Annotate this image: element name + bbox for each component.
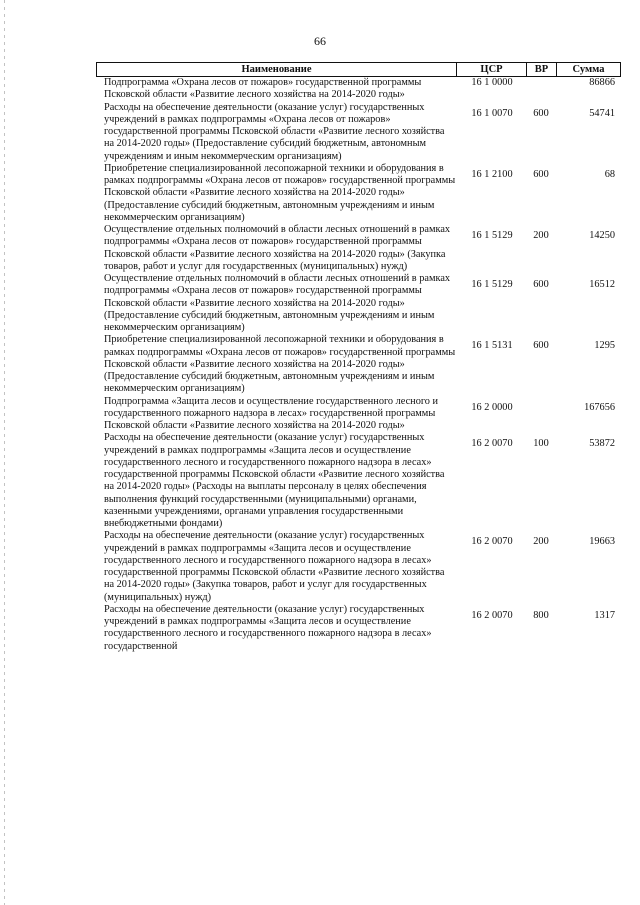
row-name: Подпрограмма «Охрана лесов от пожаров» государственной программы Псковской области «Развитие лесного хозяйства на 2014-2020 годы» bbox=[104, 77, 422, 101]
row-vr: 800 bbox=[533, 609, 549, 621]
row-csr: 16 1 0070 bbox=[471, 107, 513, 119]
row-name: Расходы на обеспечение деятельности (оказание услуг) государственных учреждений в рамках подпрограммы «Защита лесов и осуществление государственного лесного и государственного пожарного надзора в лесах» государственной программы Псковской области «Развитие лесного хозяйства на 2014-2020 годы» (Расходы на выплаты персоналу в целях обеспечения выполнения функций государственными (муниципальными) органами, казенными учреждениями, органами управления государственными внебюджетными фондами) bbox=[104, 432, 445, 529]
table-row bbox=[96, 334, 621, 395]
row-csr: 16 1 5131 bbox=[471, 340, 513, 352]
table-row bbox=[96, 224, 621, 273]
table-row bbox=[96, 530, 621, 604]
row-csr: 16 2 0000 bbox=[471, 401, 513, 413]
row-csr: 16 2 0070 bbox=[471, 536, 513, 548]
table-row bbox=[96, 163, 621, 224]
row-name: Подпрограмма «Защита лесов и осуществление государственного лесного и государственного пожарного надзора в лесах» государственной программы Псковской области «Развитие лесного хозяйства на 2014-2020 годы» bbox=[104, 395, 439, 431]
row-name: Осуществление отдельных полномочий в области лесных отношений в рамках подпрограммы «Охрана лесов от пожаров» государственной программы Псковской области «Развитие лесного хозяйства на 2014-2020 годы» (Закупка товаров, работ и услуг для государственных (муниципальных) нужд) bbox=[104, 224, 451, 272]
table-row bbox=[96, 604, 621, 653]
row-vr: 600 bbox=[533, 279, 549, 290]
header-vr: ВР bbox=[526, 63, 556, 76]
row-csr: 16 2 0070 bbox=[471, 438, 513, 450]
row-csr: 16 1 0000 bbox=[471, 77, 513, 88]
row-name: Приобретение специализированной лесопожарной техники и оборудования в рамках подпрограммы «Охрана лесов от пожаров» государственной программы Псковской области «Развитие лесного хозяйства на 2014-2020 годы» (Предоставление субсидий бюджетным, автономным учреждениям и иным некоммерческим организациям) bbox=[104, 334, 456, 395]
row-vr: 200 bbox=[533, 230, 549, 241]
row-sum: 1317 bbox=[594, 609, 615, 621]
scan-edge-line bbox=[4, 0, 5, 905]
row-sum: 167656 bbox=[584, 401, 615, 413]
row-sum: 86866 bbox=[589, 77, 615, 88]
row-sum: 53872 bbox=[589, 438, 615, 450]
header-name: Наименование bbox=[96, 63, 456, 76]
budget-table bbox=[96, 62, 621, 653]
table-row bbox=[96, 102, 621, 163]
row-vr: 600 bbox=[533, 107, 549, 119]
table-row bbox=[96, 77, 621, 102]
row-vr: 600 bbox=[533, 168, 549, 180]
page-number: 66 bbox=[314, 34, 326, 48]
header-csr: ЦСР bbox=[456, 63, 526, 76]
table-header bbox=[96, 62, 621, 77]
row-sum: 19663 bbox=[589, 536, 615, 548]
header-sum: Сумма bbox=[556, 63, 621, 76]
row-name: Осуществление отдельных полномочий в области лесных отношений в рамках подпрограммы «Охрана лесов от пожаров» государственной программы Псковской области «Развитие лесного хозяйства на 2014-2020 годы» (Предоставление субсидий бюджетным, автономным учреждениям и иным некоммерческим организациям) bbox=[104, 273, 451, 333]
table-row bbox=[96, 432, 621, 530]
row-sum: 54741 bbox=[589, 107, 615, 119]
row-csr: 16 1 2100 bbox=[471, 168, 513, 180]
row-vr: 200 bbox=[533, 536, 549, 548]
row-name: Приобретение специализированной лесопожарной техники и оборудования в рамках подпрограммы «Охрана лесов от пожаров» государственной программы Псковской области «Развитие лесного хозяйства на 2014-2020 годы» (Предоставление субсидий бюджетным, автономным учреждениям и иным некоммерческим организациям) bbox=[104, 162, 456, 223]
row-vr: 100 bbox=[533, 438, 549, 450]
row-sum: 14250 bbox=[589, 230, 615, 241]
row-name: Расходы на обеспечение деятельности (оказание услуг) государственных учреждений в рамках подпрограммы «Защита лесов и осуществление государственного лесного и государственного пожарного надзора в лесах» государственной bbox=[104, 603, 432, 652]
row-sum: 68 bbox=[604, 168, 615, 180]
row-sum: 1295 bbox=[594, 340, 615, 352]
row-name: Расходы на обеспечение деятельности (оказание услуг) государственных учреждений в рамках подпрограммы «Охрана лесов от пожаров» государственной программы Псковской области «Развитие лесного хозяйства на 2014-2020 годы» (Предоставление субсидий бюджетным, автономным учреждениям и иным некоммерческим организациям) bbox=[104, 101, 445, 162]
row-vr bbox=[526, 77, 556, 102]
row-vr bbox=[526, 396, 556, 433]
row-csr: 16 1 5129 bbox=[471, 230, 513, 241]
row-csr: 16 1 5129 bbox=[471, 279, 513, 290]
table-row bbox=[96, 273, 621, 334]
row-sum: 16512 bbox=[589, 279, 615, 290]
row-csr: 16 2 0070 bbox=[471, 609, 513, 621]
row-name: Расходы на обеспечение деятельности (оказание услуг) государственных учреждений в рамках подпрограммы «Защита лесов и осуществление государственного лесного и государственного пожарного надзора в лесах» государственной программы Псковской области «Развитие лесного хозяйства на 2014-2020 годы» (Закупка товаров, работ и услуг для государственных (муниципальных) нужд) bbox=[104, 530, 445, 603]
table-row bbox=[96, 396, 621, 433]
row-vr: 600 bbox=[533, 340, 549, 352]
